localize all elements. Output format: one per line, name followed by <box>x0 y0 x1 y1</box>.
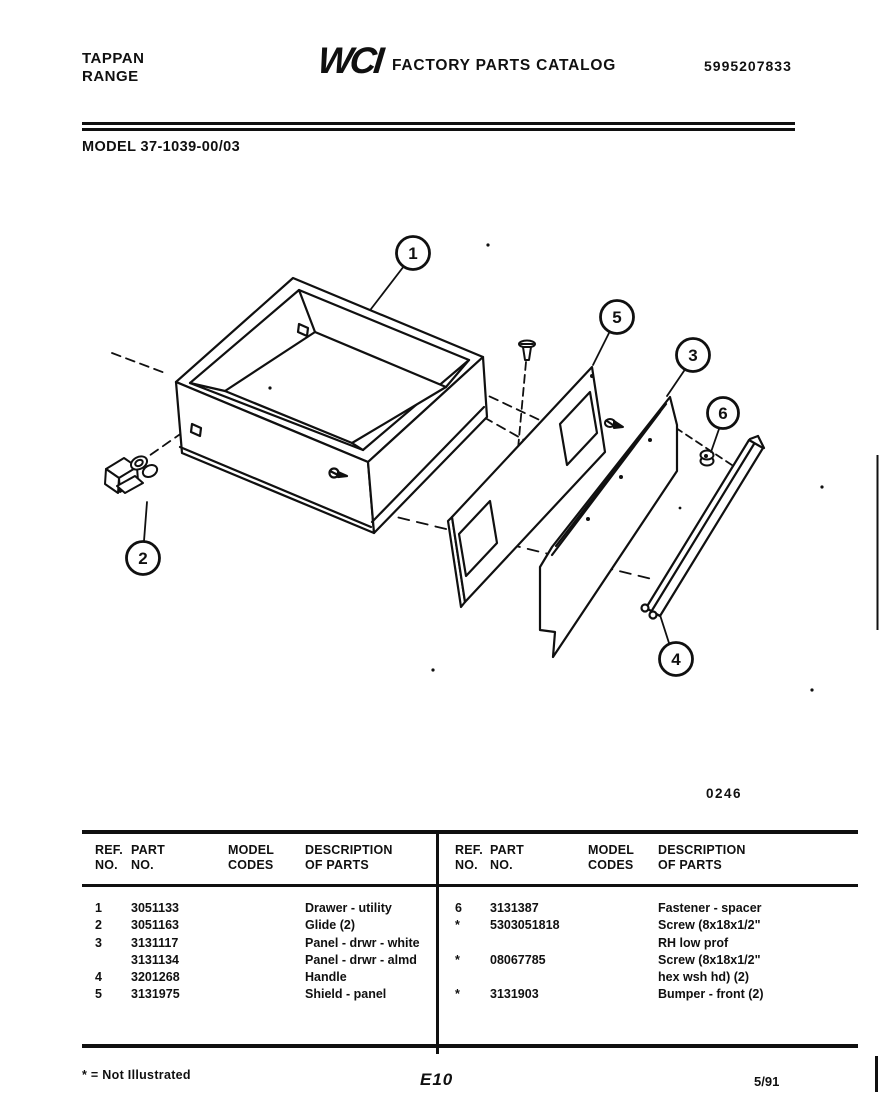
parts-table <box>82 830 858 1056</box>
cell-desc: Bumper - front (2) <box>658 987 764 1002</box>
cell-part <box>490 935 588 952</box>
cell-desc: Panel - drwr - almd <box>305 952 417 967</box>
table-row <box>455 917 764 934</box>
table-row <box>455 900 764 917</box>
cell-desc: Glide (2) <box>305 918 356 933</box>
cell-codes <box>588 900 658 917</box>
col-header-ref: REF. NO. <box>455 843 483 872</box>
wci-logo: WCI <box>315 40 384 81</box>
table-row <box>95 935 420 952</box>
cell-ref: 2 <box>95 918 102 933</box>
fastener-part <box>701 451 714 466</box>
cell-part: 3131903 <box>490 987 539 1002</box>
table-row <box>95 952 420 969</box>
not-illustrated-note: * = Not Illustrated <box>82 1068 191 1082</box>
screw-icon <box>519 341 535 361</box>
table-border-top <box>82 830 858 834</box>
col-header-model: MODEL CODES <box>588 843 635 872</box>
cell-codes <box>588 935 658 952</box>
publication-number: 5995207833 <box>704 58 792 74</box>
cell-ref: * <box>455 952 460 967</box>
cell-desc: Screw (8x18x1/2" <box>658 952 761 967</box>
cell-part: 3131134 <box>131 952 179 967</box>
cell-part: 3131387 <box>490 901 539 915</box>
cell-ref: 1 <box>95 901 102 915</box>
cell-ref <box>455 969 490 986</box>
scan-edge-mark <box>875 1056 878 1092</box>
cell-ref: 3 <box>95 935 102 950</box>
callout-1 <box>397 237 430 270</box>
cell-desc: Drawer - utility <box>305 901 392 915</box>
cell-ref: * <box>455 987 460 1002</box>
glide-part <box>105 454 159 493</box>
parts-rows-left <box>95 900 420 1004</box>
cell-codes <box>588 969 658 986</box>
page-code: E10 <box>420 1070 454 1089</box>
cell-desc: Handle <box>305 970 347 985</box>
svg-text:1: 1 <box>408 244 418 263</box>
cell-ref <box>95 952 131 969</box>
cell-part: 3051133 <box>131 901 179 915</box>
col-header-ref: REF. NO. <box>95 843 123 872</box>
cell-desc: Fastener - spacer <box>658 901 762 915</box>
cell-ref: 6 <box>455 901 462 915</box>
cell-desc: hex wsh hd) (2) <box>658 970 749 985</box>
brand-line1: TAPPAN <box>82 50 145 67</box>
cell-part: 3131117 <box>131 935 179 950</box>
cell-codes <box>228 969 305 986</box>
svg-text:4: 4 <box>671 650 681 669</box>
table-row <box>95 917 420 934</box>
cell-part: 3131975 <box>131 987 180 1002</box>
table-row <box>95 900 420 917</box>
col-header-part: PART NO. <box>490 843 524 872</box>
cell-part: 08067785 <box>490 952 546 967</box>
cell-codes <box>588 917 658 934</box>
table-row <box>455 986 764 1003</box>
cell-desc: Screw (8x18x1/2" <box>658 918 761 933</box>
callout-6 <box>708 398 739 429</box>
date-code: 5/91 <box>754 1074 780 1089</box>
table-header-rule <box>82 884 858 887</box>
small-screw-icon <box>605 419 623 428</box>
cell-desc: RH low prof <box>658 935 729 950</box>
svg-text:3: 3 <box>688 346 698 365</box>
cell-part: 3201268 <box>131 970 180 985</box>
cell-ref: * <box>455 918 460 933</box>
cell-part: 5303051818 <box>490 918 560 933</box>
callout-5 <box>601 301 634 334</box>
callout-2 <box>127 542 160 575</box>
cell-part: 3051163 <box>131 918 179 933</box>
cell-ref <box>455 935 490 952</box>
table-row <box>95 969 420 986</box>
cell-part <box>490 969 588 986</box>
col-header-part: PART NO. <box>131 843 165 872</box>
cell-codes <box>228 935 305 952</box>
callout-4 <box>660 643 693 676</box>
col-header-model: MODEL CODES <box>228 843 275 872</box>
model-number: MODEL 37-1039-00/03 <box>82 139 241 155</box>
svg-text:6: 6 <box>718 404 728 423</box>
table-row <box>455 935 764 952</box>
table-row <box>455 969 764 986</box>
parts-rows-right <box>455 900 764 1004</box>
catalog-title: FACTORY PARTS CATALOG <box>392 57 617 74</box>
table-row <box>95 986 420 1003</box>
cell-codes <box>228 952 305 969</box>
cell-ref: 4 <box>95 970 102 985</box>
brand-line2: RANGE <box>82 68 139 85</box>
cell-codes <box>588 952 658 969</box>
cell-codes <box>228 986 305 1003</box>
cell-codes <box>228 900 305 917</box>
cell-codes <box>588 986 658 1003</box>
cell-desc: Panel - drwr - white <box>305 935 420 950</box>
figure-number: 0246 <box>706 786 743 801</box>
table-row <box>455 952 764 969</box>
callout-3 <box>677 339 710 372</box>
col-header-description: DESCRIPTION OF PARTS <box>305 843 393 872</box>
cell-ref: 5 <box>95 987 102 1002</box>
drawer-part <box>176 278 487 533</box>
col-header-description: DESCRIPTION OF PARTS <box>658 843 746 872</box>
svg-text:5: 5 <box>612 308 622 327</box>
table-border-bottom <box>82 1044 858 1048</box>
cell-codes <box>228 917 305 934</box>
table-column-divider <box>436 830 439 1054</box>
cell-desc: Shield - panel <box>305 987 387 1002</box>
svg-text:2: 2 <box>138 549 148 568</box>
